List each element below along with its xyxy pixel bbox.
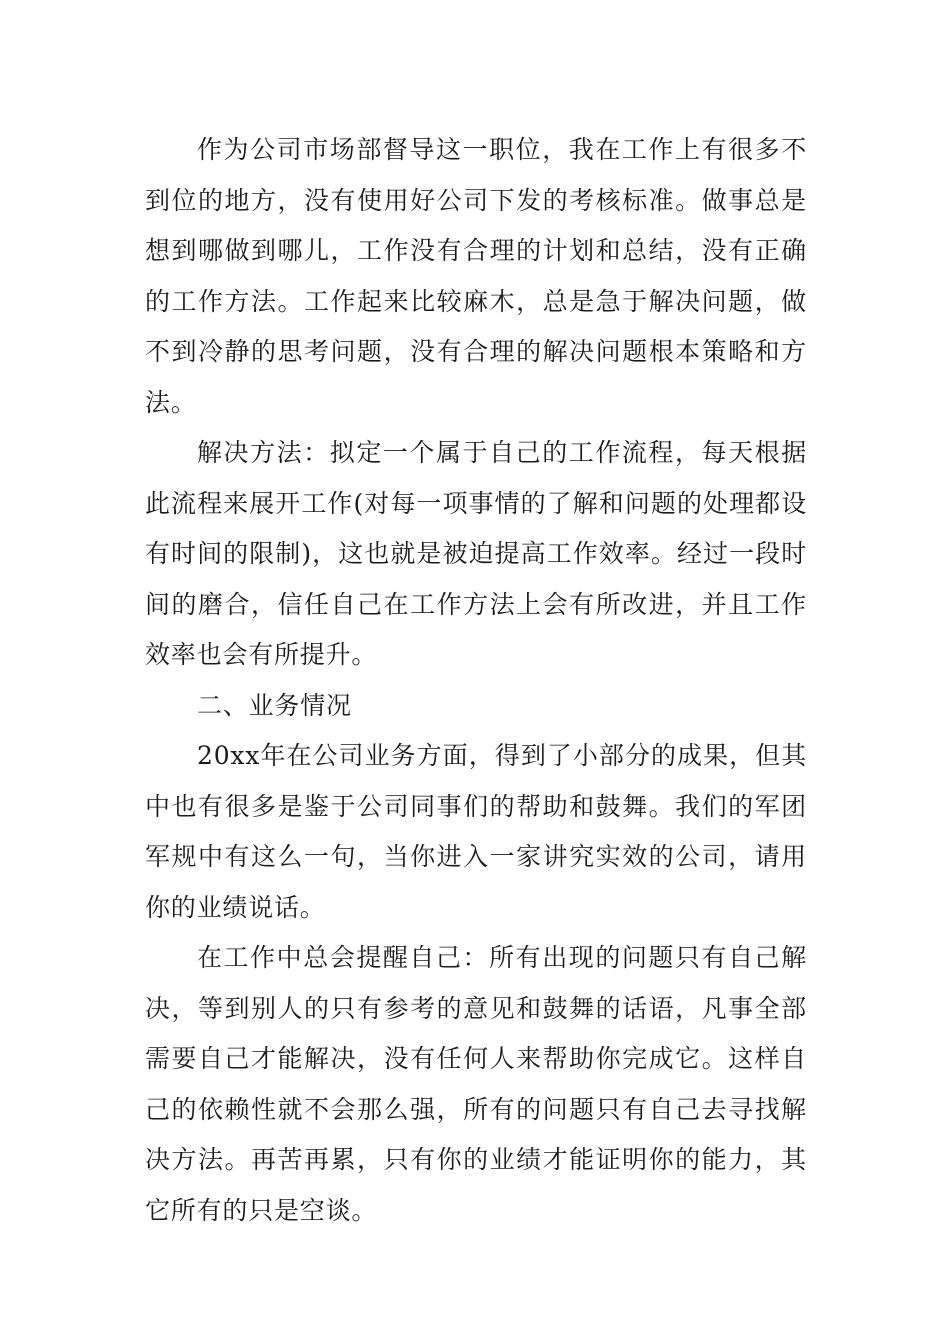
section-heading-business: 二、业务情况 xyxy=(197,690,352,720)
paragraph-business-results: 20xx年在公司业务方面，得到了小部分的成果，但其中也有很多是鉴于公司同事们的帮助和鼓舞。我们的军团军规中有这么一句，当你进入一家讲究实效的公司，请用你的业绩说话。 xyxy=(145,741,807,922)
document-page xyxy=(145,125,807,1236)
paragraph-self-assessment: 作为公司市场部督导这一职位，我在工作上有很多不到位的地方，没有使用好公司下发的考核标准。做事总是想到哪做到哪儿，工作没有合理的计划和总结，没有正确的工作方法。工作起来比较麻木，总是急于解决问题，做不到冷静的思考问题，没有合理的解决问题根本策略和方法。 xyxy=(145,135,807,417)
paragraph-self-reliance: 在工作中总会提醒自己：所有出现的问题只有自己解决，等到别人的只有参考的意见和鼓舞的话语，凡事全部需要自己才能解决，没有任何人来帮助你完成它。这样自己的依赖性就不会那么强，所有的问题只有自己去寻找解决方法。再苦再累，只有你的业绩才能证明你的能力，其它所有的只是空谈。 xyxy=(145,943,807,1225)
paragraph-solution-method: 解决方法：拟定一个属于自己的工作流程，每天根据此流程来展开工作(对每一项事情的了解和问题的处理都设有时间的限制)，这也就是被迫提高工作效率。经过一段时间的磨合，信任自己在工作方法上会有所改进，并且工作效率也会有所提升。 xyxy=(145,438,807,669)
